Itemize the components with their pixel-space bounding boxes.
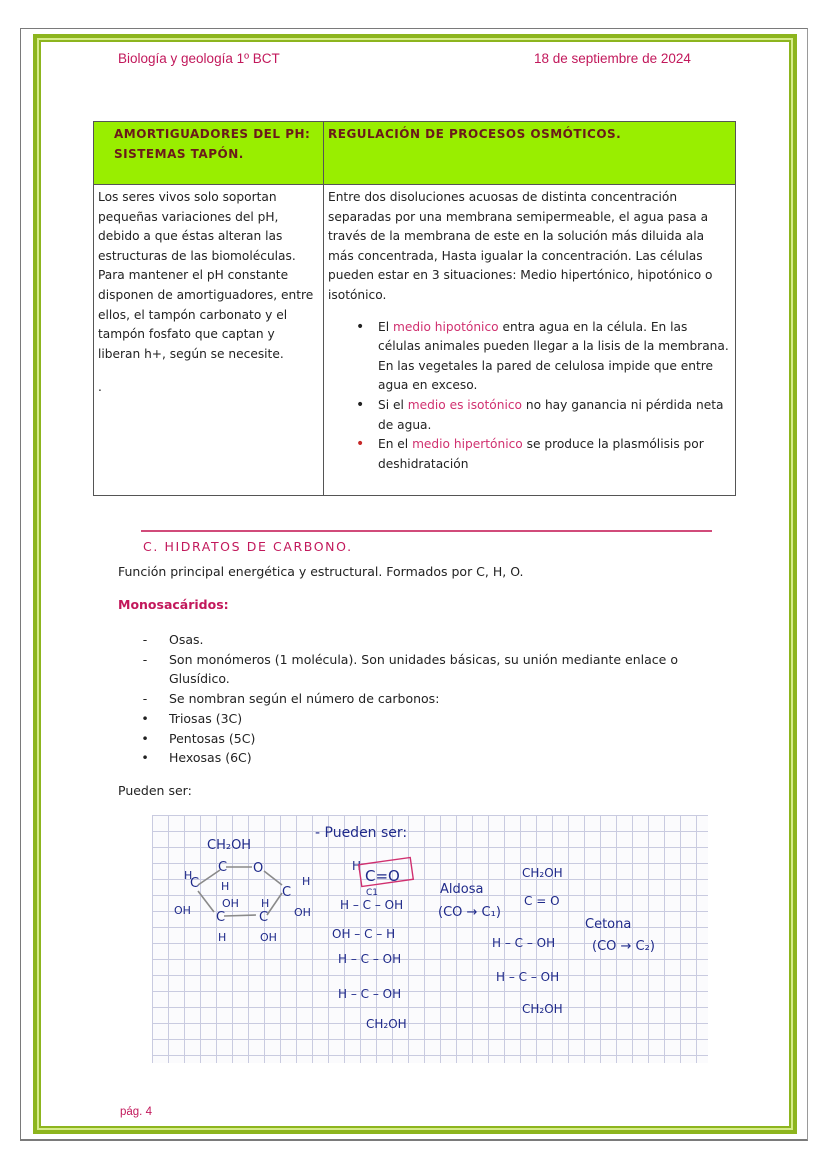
svg-text:C = O: C = O (524, 894, 560, 908)
osmosis-intro: Entre dos disoluciones acuosas de distinta concentración separadas por una membrana semipermeable, el agua pasa a través de la membrana de este en la solución más diluida ala más concentrada, Hasta igualar la concentración. Las células pueden estar en 3 situaciones: Medio hipertónico, hipotónico o isotónico. (328, 190, 713, 302)
aldose-carbonyl: C=O (365, 867, 400, 885)
svg-text:H – C – OH: H – C – OH (496, 970, 560, 984)
section-intro: Función principal energética y estructural. Formados por C, H, O. (118, 564, 524, 579)
list-item: - Osas. (142, 632, 204, 647)
sketch-heading: - Pueden ser: (315, 825, 408, 841)
svg-text:OH: OH (294, 906, 311, 919)
ketose-label: Cetona (585, 917, 632, 932)
info-table (93, 121, 736, 496)
aldose-note: (CO → C₁) (438, 905, 501, 920)
svg-text:H – C – OH: H – C – OH (492, 936, 556, 950)
list-item: • El medio hipotónico entra agua en la célula. En las células animales pueden llegar a la lisis de la membrana. En las vegetales la pared de celulosa impide que entre agua en exceso. (378, 318, 731, 396)
svg-text:OH – C – H: OH – C – H (332, 927, 396, 941)
svg-text:C: C (259, 910, 269, 925)
svg-text:CH₂OH: CH₂OH (366, 1017, 407, 1031)
svg-text:OH: OH (174, 904, 191, 917)
highlight-isotonic: medio es isotónico (407, 397, 523, 412)
table-cell-buffers (94, 185, 324, 496)
section-title: C. HIDRATOS DE CARBONO. (143, 539, 353, 554)
glucose-ring (198, 867, 282, 916)
svg-text:OH: OH (260, 931, 277, 944)
list-item: - Se nombran según el número de carbonos: (142, 691, 440, 707)
section-divider (141, 530, 712, 532)
svg-text:H: H (261, 897, 270, 910)
table-header-osmosis: REGULACIÓN DE PROCESOS OSMÓTICOS. (324, 122, 736, 185)
svg-text:C1: C1 (366, 888, 379, 898)
list-item: • Pentosas (5C) (141, 730, 256, 746)
handwritten-sketch (152, 815, 708, 1063)
highlight-hypotonic: medio hipotónico (392, 319, 499, 334)
svg-text:H: H (302, 875, 311, 888)
buffers-trailing: . (98, 380, 102, 395)
ring-ch2oh: CH₂OH (207, 838, 252, 853)
ring-o: O (253, 861, 264, 876)
svg-text:H: H (352, 859, 362, 873)
header-date: 18 de septiembre de 2024 (534, 51, 691, 66)
header-subject: Biología y geología 1º BCT (118, 51, 280, 66)
monosaccharides-list (140, 630, 720, 768)
svg-text:OH: OH (222, 897, 239, 910)
osmosis-bullets (328, 318, 731, 475)
list-item: - Son monómeros (1 molécula). Son unidades básicas, su unión mediante enlace o Glusídico. (142, 651, 678, 687)
table-cell-osmosis (324, 185, 736, 496)
pueden-ser-label: Pueden ser: (118, 783, 192, 798)
svg-text:H: H (218, 931, 227, 944)
svg-text:H – C – OH: H – C – OH (338, 952, 402, 966)
svg-text:C: C (216, 910, 226, 925)
ketose-note: (CO → C₂) (592, 939, 655, 954)
list-item: • En el medio hipertónico se produce la plasmólisis por deshidratación (378, 435, 731, 474)
aldose-label: Aldosa (440, 882, 484, 897)
svg-text:H: H (184, 869, 193, 882)
svg-text:H – C – OH: H – C – OH (340, 898, 404, 912)
svg-text:C: C (190, 876, 200, 891)
ring-c: C (218, 860, 228, 875)
table-header-buffers: AMORTIGUADORES DEL PH: SISTEMAS TAPÓN. (94, 122, 324, 185)
svg-text:H – C – OH: H – C – OH (338, 987, 402, 1001)
buffers-text: Los seres vivos solo soportan pequeñas variaciones del pH, debido a que éstas alteran las estructuras de las biomoléculas. Para mantener el pH constante disponen de amortiguadores, entre ellos, el tampón carbonato y el tampón fosfato que captan y liberan h+, según se necesite. (98, 190, 314, 361)
svg-text:H: H (221, 880, 230, 893)
list-item: • Triosas (3C) (141, 710, 243, 726)
list-item: • Hexosas (6C) (141, 750, 252, 766)
list-item: • Si el medio es isotónico no hay ganancia ni pérdida neta de agua. (378, 396, 731, 435)
svg-text:CH₂OH: CH₂OH (522, 1002, 563, 1016)
sketch-drawing (152, 815, 708, 1063)
svg-text:CH₂OH: CH₂OH (522, 866, 563, 880)
highlight-hypertonic: medio hipertónico (412, 437, 523, 452)
svg-text:C: C (282, 885, 292, 900)
monosaccharides-title: Monosacáridos: (118, 597, 229, 612)
page-number: pág. 4 (120, 1106, 152, 1118)
